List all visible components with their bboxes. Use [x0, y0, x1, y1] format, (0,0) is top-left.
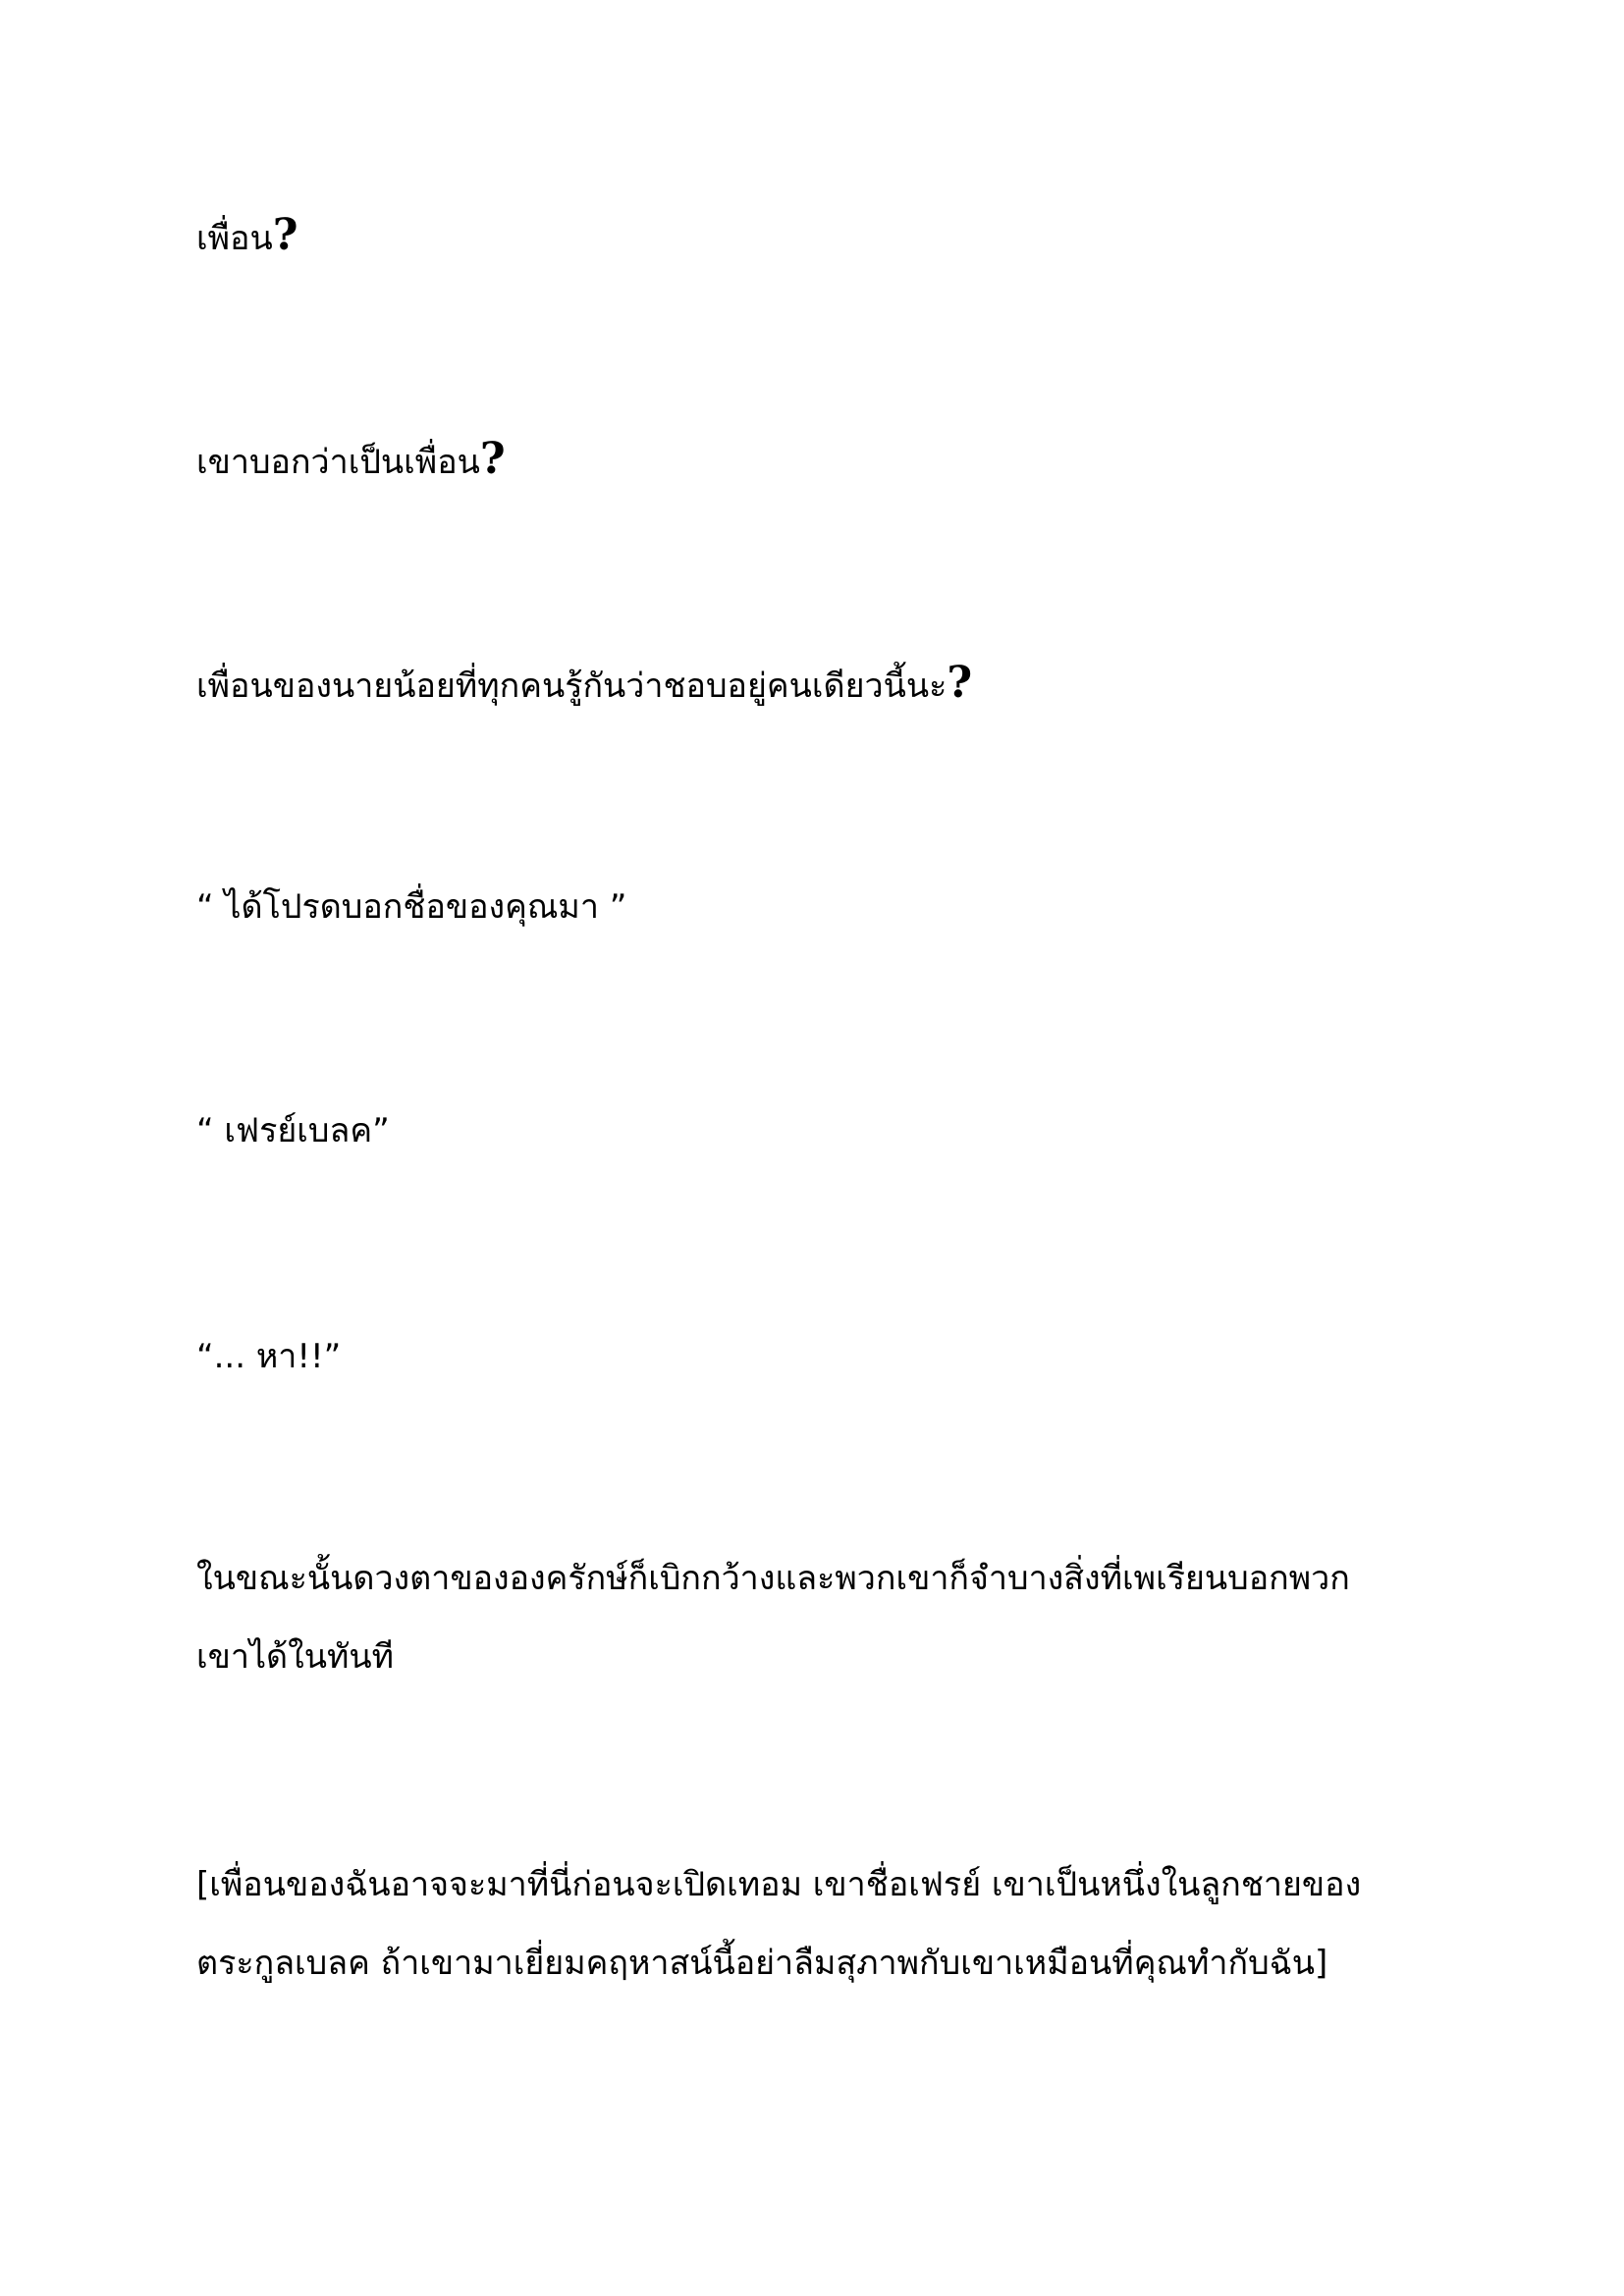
- paragraph-2-question-mark: ?: [479, 434, 506, 484]
- paragraph-6-text: “... หา!!”: [196, 1337, 342, 1376]
- paragraph-4: [196, 868, 1434, 946]
- paragraph-7: [196, 1539, 1434, 1696]
- paragraph-1: [196, 196, 1434, 278]
- paragraph-8-line-2: ตระกูลเบลค ถ้าเขามาเยี่ยมคฤหาสน์นี้อย่าลืมสุภาพกับเขาเหมือนที่คุณทำกับฉัน]: [196, 1944, 1328, 1983]
- paragraph-7-line-2: เขาได้ในทันที: [196, 1637, 395, 1677]
- paragraph-8: [196, 1845, 1434, 2002]
- paragraph-7-line-1: ในขณะนั้นดวงตาขององครักษ์ก็เบิกกว้างและพวกเขาก็จำบางสิ่งที่เพเรียนบอกพวก: [196, 1559, 1350, 1598]
- paragraph-8-line-1: [เพื่อนของฉันอาจจะมาที่นี่ก่อนจะเปิดเทอม เขาชื่อเฟรย์ เขาเป็นหนึ่งในลูกชายของ: [196, 1865, 1362, 1904]
- paragraph-5: [196, 1092, 1434, 1170]
- paragraph-5-text: “ เฟรย์เบลค”: [196, 1111, 390, 1150]
- paragraph-2-text: เขาบอกว่าเป็นเพื่อน: [196, 443, 480, 482]
- paragraph-3: [196, 644, 1434, 725]
- paragraph-6: [196, 1317, 1434, 1396]
- paragraph-1-question-mark: ?: [272, 210, 298, 260]
- paragraph-2: [196, 420, 1434, 502]
- paragraph-4-text: “ ได้โปรดบอกชื่อของคุณมา ”: [196, 887, 627, 927]
- paragraph-3-text: เพื่อนของนายน้อยที่ทุกคนรู้กันว่าชอบอยู่คนเดียวนี้นะ: [196, 667, 947, 706]
- paragraph-3-question-mark: ?: [947, 658, 973, 708]
- paragraph-1-text: เพื่อน: [196, 219, 273, 258]
